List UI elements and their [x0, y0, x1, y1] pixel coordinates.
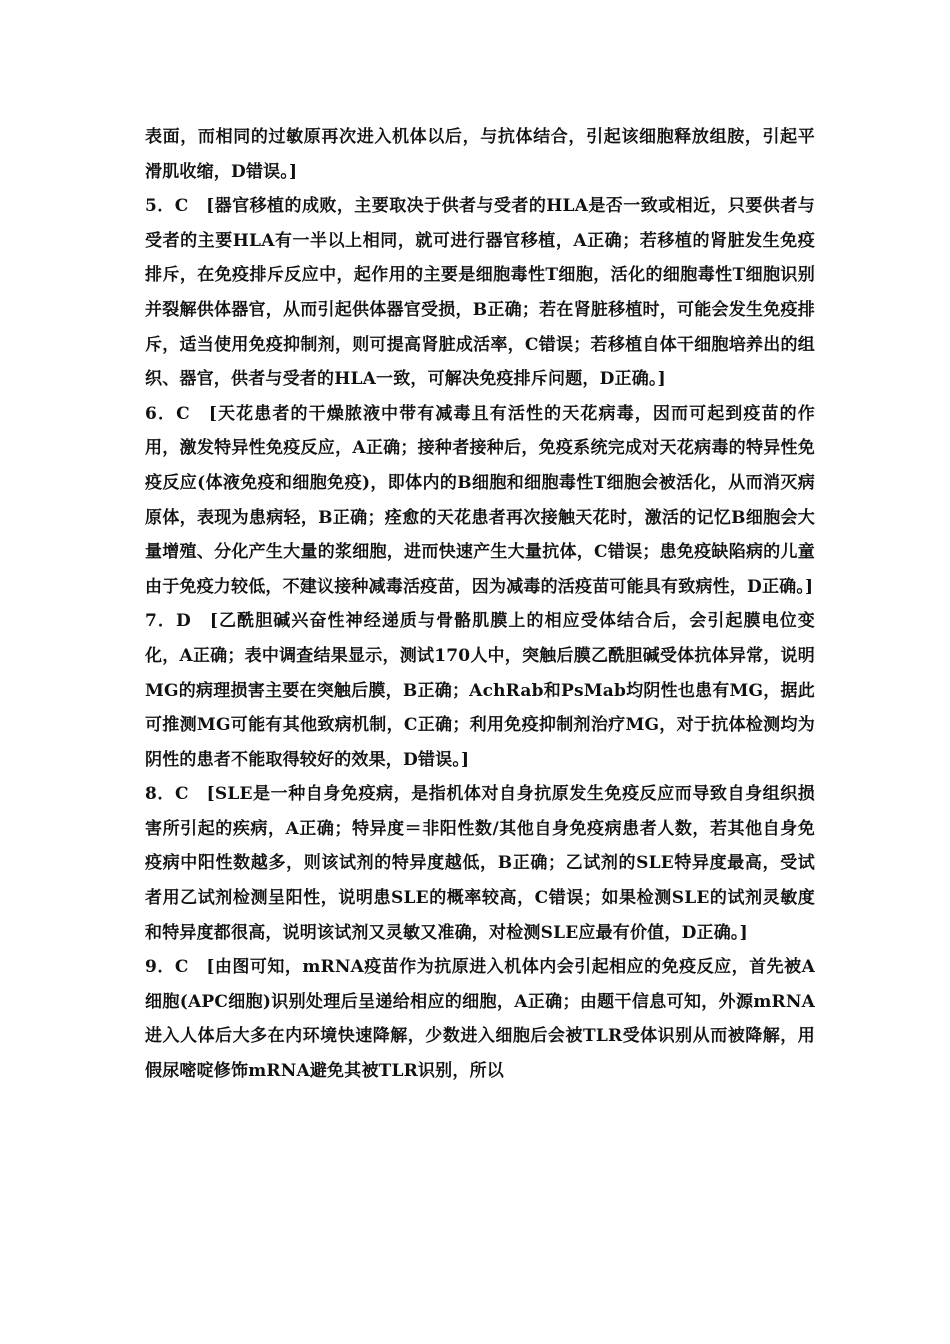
document-page — [145, 120, 815, 1089]
answer-9: 9．C [由图可知，mRNA疫苗作为抗原进入机体内会引起相应的免疫反应，首先被A细胞(APC细胞)识别处理后呈递给相应的细胞，A正确；由题干信息可知，外源mRNA进入人体后大多在内环境快速降解，少数进入细胞后会被TLR受体识别从而被降解，用假尿嘧啶修饰mRNA避免其被TLR识别，所以 — [145, 957, 815, 1082]
answer-continuation-4: 表面，而相同的过敏原再次进入机体以后，与抗体结合，引起该细胞释放组胺，引起平滑肌收缩，D错误。] — [145, 127, 815, 182]
answer-6: 6．C [天花患者的干燥脓液中带有减毒且有活性的天花病毒，因而可起到疫苗的作用，激发特异性免疫反应，A正确；接种者接种后，免疫系统完成对天花病毒的特异性免疫反应(体液免疫和细胞免疫)，即体内的B细胞和细胞毒性T细胞会被活化，从而消灭病原体，表现为患病轻，B正确；痊愈的天花患者再次接触天花时，激活的记忆B细胞会大量增殖、分化产生大量的浆细胞，进而快速产生大量抗体，C错误；患免疫缺陷病的儿童由于免疫力较低，不建议接种减毒活疫苗，因为减毒的活疫苗可能具有致病性，D正确。] — [145, 403, 815, 597]
answer-5: 5．C [器官移植的成败，主要取决于供者与受者的HLA是否一致或相近，只要供者与受者的主要HLA有一半以上相同，就可进行器官移植，A正确；若移植的肾脏发生免疫排斥，在免疫排斥反应中，起作用的主要是细胞毒性T细胞，活化的细胞毒性T细胞识别并裂解供体器官，从而引起供体器官受损，B正确；若在肾脏移植时，可能会发生免疫排斥，适当使用免疫抑制剂，则可提高肾脏成活率，C错误；若移植自体干细胞培养出的组织、器官，供者与受者的HLA一致，可解决免疫排斥问题，D正确。] — [145, 196, 815, 390]
answer-7: 7．D [乙酰胆碱兴奋性神经递质与骨骼肌膜上的相应受体结合后，会引起膜电位变化，A正确；表中调查结果显示，测试170人中，突触后膜乙酰胆碱受体抗体异常，说明MG的病理损害主要在突触后膜，B正确；AchRab和PsMab均阴性也患有MG，据此可推测MG可能有其他致病机制，C正确；利用免疫抑制剂治疗MG，对于抗体检测均为阴性的患者不能取得较好的效果，D错误。] — [145, 611, 815, 770]
answer-8: 8．C [SLE是一种自身免疫病，是指机体对自身抗原发生免疫反应而导致自身组织损害所引起的疾病，A正确；特异度＝非阳性数/其他自身免疫病患者人数，若其他自身免疫病中阳性数越多，则该试剂的特异度越低，B正确；乙试剂的SLE特异度最高，受试者用乙试剂检测呈阳性，说明患SLE的概率较高，C错误；如果检测SLE的试剂灵敏度和特异度都很高，说明该试剂又灵敏又准确，对检测SLE应最有价值，D正确。] — [145, 784, 815, 943]
